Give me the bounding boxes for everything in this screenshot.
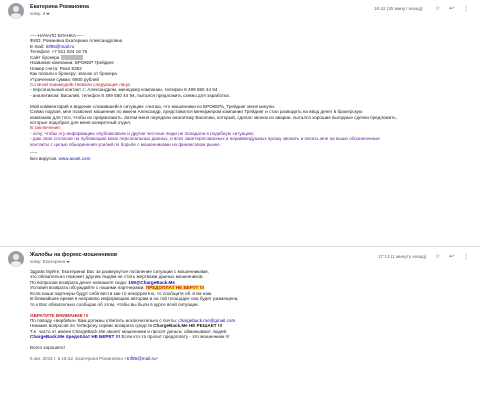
recipient-label: кому: Екатерина bbox=[30, 259, 66, 264]
reply-line-6: В ближайшее время я направлю информацию авторам и на той площадке она будет размещена, bbox=[30, 296, 239, 302]
reply-icon[interactable]: ↩ bbox=[449, 6, 455, 12]
attention-line-1-label: По поводу «вербИка» Вам должны ответить исключительно с почты: bbox=[30, 317, 179, 323]
quoted-email-link[interactable]: tnf85@mail.ru bbox=[126, 356, 156, 361]
avast-link[interactable]: www.avast.com bbox=[58, 155, 91, 161]
reply-line-2: это обязательно поможет другим людям не стать жертвами данных мошенников. bbox=[30, 274, 204, 280]
quoted-header-end: > bbox=[155, 356, 159, 361]
comment-line-4: которые подобрал для меня конкретный отдел. bbox=[30, 120, 132, 125]
reply-line-7: то к Вас обязательно сообщаю об этом, чтобы вы были в курсе всей ситуации. bbox=[30, 301, 199, 307]
sender-name[interactable]: Екатерина Романовна bbox=[30, 4, 90, 10]
attention-line-2-label: Никаких вопросов по теЛефону сервис возврата средств bbox=[30, 323, 154, 329]
message-divider bbox=[0, 246, 480, 247]
reply-line-3-label: По вопросам возврата денег напишите сюда: bbox=[30, 279, 129, 285]
reply-line-1: Здравствуйте, Екатерина! Вас за разверкутое посвление ситуации с мошенниками, bbox=[30, 269, 209, 274]
avast-line bbox=[30, 156, 460, 161]
chevron-down-icon[interactable] bbox=[66, 261, 70, 263]
form-company: Название компании: БРОКЕР Трейдинг bbox=[30, 60, 115, 66]
comment-line-3: компанию для того, чтобы их приумножить. Затем меня передали аналитику Василию, который, сделал звонок из аварии, пытался хорошие выгодные сделки предложить, bbox=[30, 114, 397, 120]
star-icon[interactable]: ☆ bbox=[435, 6, 441, 12]
closing-line: Всего хорошего! bbox=[30, 345, 65, 351]
form-site-label: Сайт брокера bbox=[30, 54, 61, 60]
attention-line-3: Т.е. часто от имени ChargeBack.Me звонят мошенники и просят деньги, обманывают людей. bbox=[30, 328, 228, 334]
more-vert-icon[interactable]: ⋮ bbox=[463, 6, 469, 12]
message-body bbox=[30, 33, 460, 161]
reply-icon[interactable]: ↩ bbox=[449, 254, 455, 260]
form-phone: Телефон: +7 911 034 18 76 bbox=[30, 49, 88, 55]
form-amount: Утраченная сумма: 6900 рублей bbox=[30, 76, 99, 82]
chargeback-email-link[interactable]: 159@ChargeBack.Me bbox=[128, 279, 175, 285]
official-email-link[interactable]: chargeback.me@gmail.com bbox=[178, 317, 236, 323]
cb-no-resolve: ChargeBack.Me НЕ РЕШАЕТ !!! bbox=[153, 323, 223, 329]
prepay-warning: ПРЕДОПЛАТ НЕ БЕРУТ !!! bbox=[145, 285, 205, 291]
quoted-header bbox=[30, 356, 460, 361]
recipient[interactable] bbox=[30, 11, 50, 16]
avatar-icon[interactable] bbox=[8, 3, 24, 19]
message-2 bbox=[0, 248, 480, 415]
recipient[interactable] bbox=[30, 259, 70, 264]
message-body bbox=[30, 269, 460, 361]
conclusion-heading: В заключение: bbox=[30, 125, 61, 131]
conclusion-2: - даю свое согласие на публикацию моих персональных данных, и всех заинтересованных и нераввнодушных прошу звонить и писать мне на выше обозначенные bbox=[30, 136, 380, 142]
broker-site-link[interactable] bbox=[61, 55, 83, 59]
more-vert-icon[interactable]: ⋮ bbox=[463, 254, 469, 260]
reply-line-5: Если наши партнеры будут себя вести как-то некорректно, то сообщите об этом нам. bbox=[30, 290, 213, 296]
conclusion-1: - хочу, чтобы эту информацию опубликовали и другие честные люди не попадали в подобную ситуацию; bbox=[30, 130, 255, 136]
conclusion-3: контакты с целью обьединения усилий по борьбе с мошенниками на финансовом рынке. bbox=[30, 141, 221, 147]
recipient-label: кому: я bbox=[30, 11, 46, 16]
star-icon[interactable]: ☆ bbox=[435, 254, 441, 260]
form-person-1: - персональный контакт с: Александром, менеджер компании, телефон 8 499 550 44 94 bbox=[30, 87, 218, 93]
message-date: 17:13 (1 минуту назад) bbox=[378, 254, 427, 259]
form-person-2: - аналитиком: Василий, телефон 8 499 550 44 94, пытался предложить схемы для заработка. bbox=[30, 92, 230, 98]
cb-no-prepay: ChargeBack.Me предоплат НЕ БЕРЕТ !!! bbox=[30, 334, 122, 340]
cb-no-prepay-tail: Если кто-то просит предоплату - это мошенники !!! bbox=[121, 334, 230, 340]
form-how: Как попали к брокеру: звонок от брокера bbox=[30, 71, 117, 77]
comment-line-2: Схема подлая, мне позвонил мошенник по имени Александр, представился менеджером компании Трейдинг и стал разводить на ввод денег в брокерскую bbox=[30, 109, 363, 115]
reply-line-4-label: Условия возврата обсуждайте с нашими партнерами, bbox=[30, 285, 146, 291]
form-email-label: E-mail: bbox=[30, 43, 46, 49]
avast-label: Без вирусов. bbox=[30, 155, 59, 161]
form-fio: ФИО: Романвна Екатерина Александровна bbox=[30, 38, 123, 44]
avatar-icon[interactable] bbox=[8, 251, 24, 267]
attention-heading: ОБРАТИТЕ ВНИМАНИЕ !!! bbox=[30, 312, 89, 318]
chevron-down-icon[interactable] bbox=[46, 13, 50, 15]
comment-line-1: Мой комментарий и видение сложившейся ситуации: считаю, что мошенники из БРОКЕРа_Трейдинг меня кинули. bbox=[30, 103, 276, 109]
form-account: Номер счета: Реал 8382 bbox=[30, 65, 82, 71]
sender-name[interactable]: Жалобы на форекс-мошенников bbox=[30, 252, 118, 258]
quoted-header-label: 5 авг. 2019 г. в 16:42, Екатерина Романовна < bbox=[30, 356, 127, 361]
signature-separator: ----- bbox=[30, 150, 38, 156]
form-start: -----НАЧАЛО БЛАНКА----- bbox=[30, 33, 84, 38]
message-date: 16:42 (35 минут назад) bbox=[374, 6, 423, 11]
form-persons: Со мной взаимодействовали следующие лица: bbox=[30, 81, 131, 87]
email-link[interactable]: tnf85@mail.ru bbox=[45, 43, 75, 49]
